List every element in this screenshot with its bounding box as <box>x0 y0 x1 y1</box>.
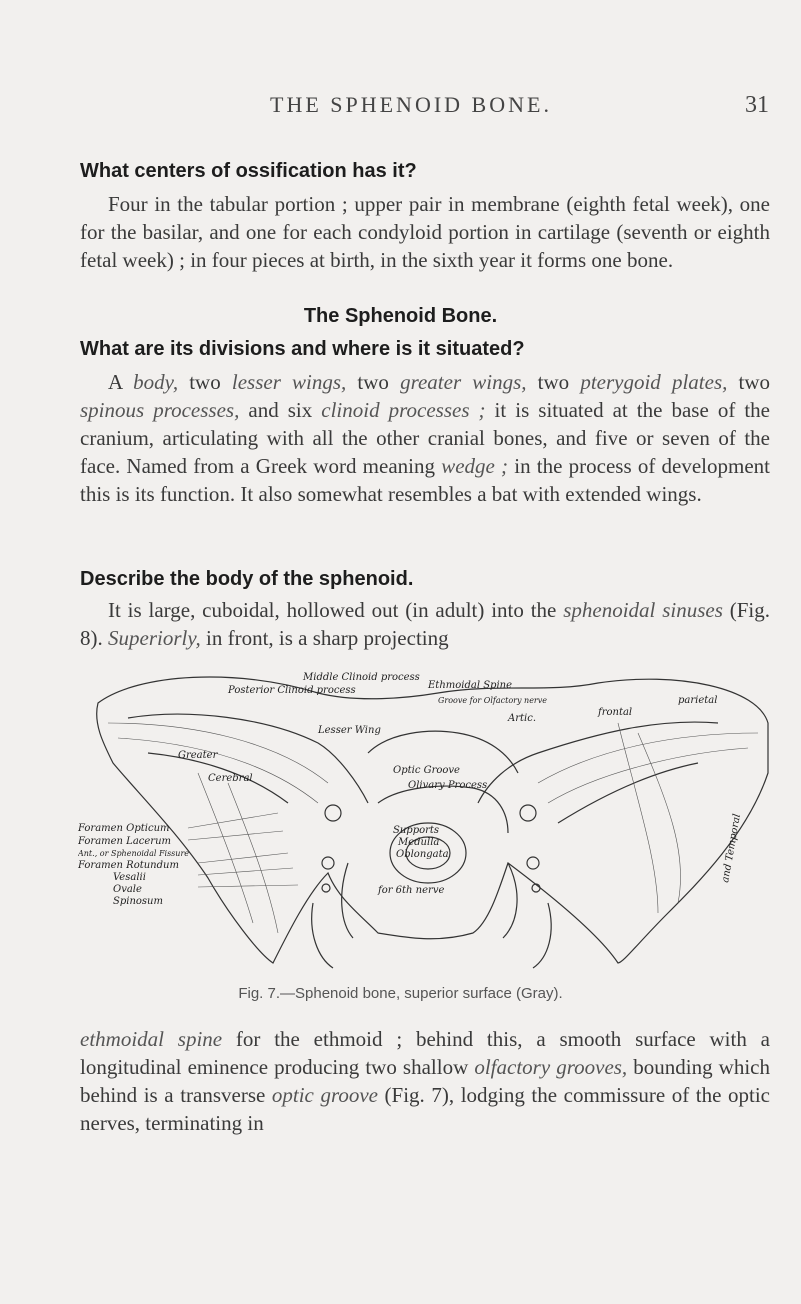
question-ossification: What centers of ossification has it? <box>80 160 417 182</box>
running-head <box>0 92 801 122</box>
running-title: THE SPHENOID BONE. <box>270 92 552 117</box>
label-vesalii: Vesalii <box>113 872 146 883</box>
answer-ossification: Four in the tabular portion ; upper pair in membrane (eighth fetal week), one for the basilar, and one for each condyloid portion in cartilage (seventh or eighth fetal week) ; in four pieces at birth, in the sixth year it forms one bone. <box>80 192 770 272</box>
label-oblongata: Oblongata <box>396 849 449 860</box>
label-foramen-rotundum: Foramen Rotundum <box>78 860 179 871</box>
label-temporal: and Temporal <box>720 813 744 884</box>
label-ethmoidal-spine: Ethmoidal Spine <box>428 680 513 691</box>
label-greater-wing: Greater <box>178 750 218 761</box>
page-number: 31 <box>745 92 769 118</box>
label-spinosum: Spinosum <box>113 896 163 907</box>
label-ovale: Ovale <box>113 884 142 895</box>
label-sixth-nerve: for 6th nerve <box>378 885 445 896</box>
label-frontal: frontal <box>598 707 633 718</box>
label-posterior-clinoid: Posterior Clinoid process <box>228 685 356 696</box>
question-divisions: What are its divisions and where is it situated? <box>80 338 525 360</box>
question-body: Describe the body of the sphenoid. <box>80 568 414 590</box>
label-groove-olfactory: Groove for Olfactory nerve <box>438 696 547 705</box>
label-lesser-wing: Lesser Wing <box>318 725 381 736</box>
label-parietal: parietal <box>678 695 718 706</box>
label-foramen-opticum: Foramen Opticum <box>78 823 170 834</box>
label-supports: Supports <box>393 825 440 836</box>
label-sphenoidal-fissure: Ant., or Sphenoidal Fissure <box>78 849 189 858</box>
label-optic-groove: Optic Groove <box>393 765 460 776</box>
label-foramen-lacerum: Foramen Lacerum <box>78 836 171 847</box>
label-artic: Artic. <box>508 713 536 724</box>
label-olivary-process: Olivary Process <box>408 780 488 791</box>
answer-divisions: A body, two lesser wings, two greater wings, two pterygoid plates, two spinous processes, and six clinoid processes ; it is situated at the base of the cranium, articulating with all the other cranial bones, and five or seven of the face. Named from a Greek word meaning wedge ; in the process of development this is its function. It also somewhat resembles a bat with extended wings. <box>80 370 771 506</box>
label-medulla: Medulla <box>398 837 440 848</box>
figure-caption: Fig. 7.—Sphenoid bone, superior surface (Gray). <box>238 985 563 1002</box>
label-middle-clinoid: Middle Clinoid process <box>303 672 420 683</box>
answer-body-continued: ethmoidal spine for the ethmoid ; behind this, a smooth surface with a longitudinal eminence producing two shallow olfactory grooves, bounding which behind is a transverse optic groove (Fig. 7), lodging the commissure of the optic nerves, terminating in <box>80 1027 771 1135</box>
answer-body: It is large, cuboidal, hollowed out (in adult) into the sphenoidal sinuses (Fig. 8). Superiorly, in front, is a sharp projecting <box>80 598 770 650</box>
section-heading: The Sphenoid Bone. <box>303 305 498 327</box>
label-cerebral: Cerebral <box>208 773 253 784</box>
sphenoid-figure <box>78 663 786 978</box>
